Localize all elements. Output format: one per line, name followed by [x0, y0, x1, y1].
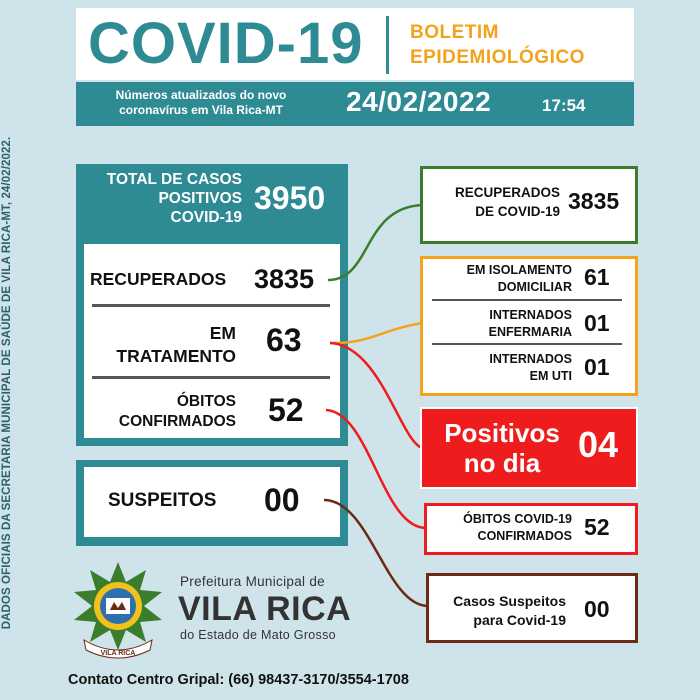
recovered-value: 3835 — [254, 264, 315, 294]
deaths-value: 52 — [268, 392, 304, 428]
connector-positive-day — [330, 343, 422, 448]
isolation-line1: EM ISOLAMENTO — [466, 263, 572, 277]
report-time: 17:54 — [542, 96, 586, 115]
ward-value: 01 — [584, 310, 610, 336]
connector-deaths — [326, 410, 426, 528]
total-cases-value: 3950 — [254, 180, 326, 216]
total-label-line2: POSITIVOS — [158, 190, 242, 207]
treatment-line1: EM — [209, 323, 236, 343]
contact-info: Contato Centro Gripal: (66) 98437-3170/3554-1708 — [68, 672, 409, 688]
coat-of-arms-icon — [70, 560, 166, 664]
deaths-detail-value: 52 — [584, 514, 610, 540]
prefeitura-label: Prefeitura Municipal de — [180, 574, 325, 589]
suspects-detail-label — [432, 592, 566, 630]
total-label-line3: COVID-19 — [170, 209, 242, 226]
home-isolation-value: 61 — [584, 264, 610, 290]
ward-line1: INTERNADOS — [489, 308, 572, 322]
icu-line2: EM UTI — [529, 369, 572, 383]
state-label: do Estado de Mato Grosso — [180, 628, 336, 642]
recovered-detail-value: 3835 — [568, 188, 620, 214]
divider — [432, 343, 622, 345]
in-treatment-value: 63 — [266, 322, 302, 358]
connector-treatment — [330, 323, 422, 343]
subtitle-line2: coronavírus em Vila Rica-MT — [119, 103, 283, 117]
subtitle-line1: Números atualizados do novo — [115, 88, 287, 102]
home-isolation-label — [432, 262, 572, 296]
icu-value: 01 — [584, 354, 610, 380]
positive-line1: Positivos — [444, 418, 560, 448]
boletim-line2: EPIDEMIOLÓGICO — [410, 47, 585, 68]
deaths-detail-label — [432, 511, 572, 545]
page-title: COVID-19 — [88, 11, 364, 76]
positive-today-label — [432, 418, 572, 478]
connector-recovered — [328, 205, 422, 280]
deaths-line2: CONFIRMADOS — [118, 413, 236, 430]
ward-line2: ENFERMARIA — [488, 325, 572, 339]
side-source-text: DADOS OFICIAIS DA SECRETARIA MUNICIPAL DE SAÚDE DE VILA RICA-MT, 24/02/2022. — [1, 136, 13, 630]
ward-label — [432, 307, 572, 341]
isolation-line2: DOMICILIAR — [497, 280, 572, 294]
deaths-detail-line2: CONFIRMADOS — [477, 529, 572, 543]
positive-line2: no dia — [463, 448, 541, 478]
icu-label — [432, 351, 572, 385]
divider — [432, 299, 622, 301]
boletim-line1: BOLETIM — [410, 22, 499, 43]
suspects-detail-value: 00 — [584, 596, 610, 622]
recovered-detail-line1: RECUPERADOS — [454, 185, 560, 200]
deaths-detail-line1: ÓBITOS COVID-19 — [463, 512, 572, 526]
suspects-label: SUSPEITOS — [108, 490, 217, 511]
recovered-label: RECUPERADOS — [90, 269, 227, 289]
report-date: 24/02/2022 — [346, 86, 492, 117]
suspects-detail-line1: Casos Suspeitos — [453, 593, 566, 609]
positive-today-value: 04 — [578, 424, 619, 465]
suspects-detail-line2: para Covid-19 — [473, 612, 566, 628]
crest-label: VILA RICA — [100, 650, 136, 657]
icu-line1: INTERNADOS — [489, 352, 572, 366]
recovered-detail-line2: DE COVID-19 — [475, 204, 560, 219]
recovered-detail-label — [432, 183, 560, 221]
city-name: VILA RICA — [178, 590, 352, 628]
deaths-line1: ÓBITOS — [176, 393, 236, 410]
treatment-line2: TRATAMENTO — [116, 346, 236, 366]
suspects-value: 00 — [264, 482, 300, 518]
total-label-line1: TOTAL DE CASOS — [106, 171, 242, 188]
